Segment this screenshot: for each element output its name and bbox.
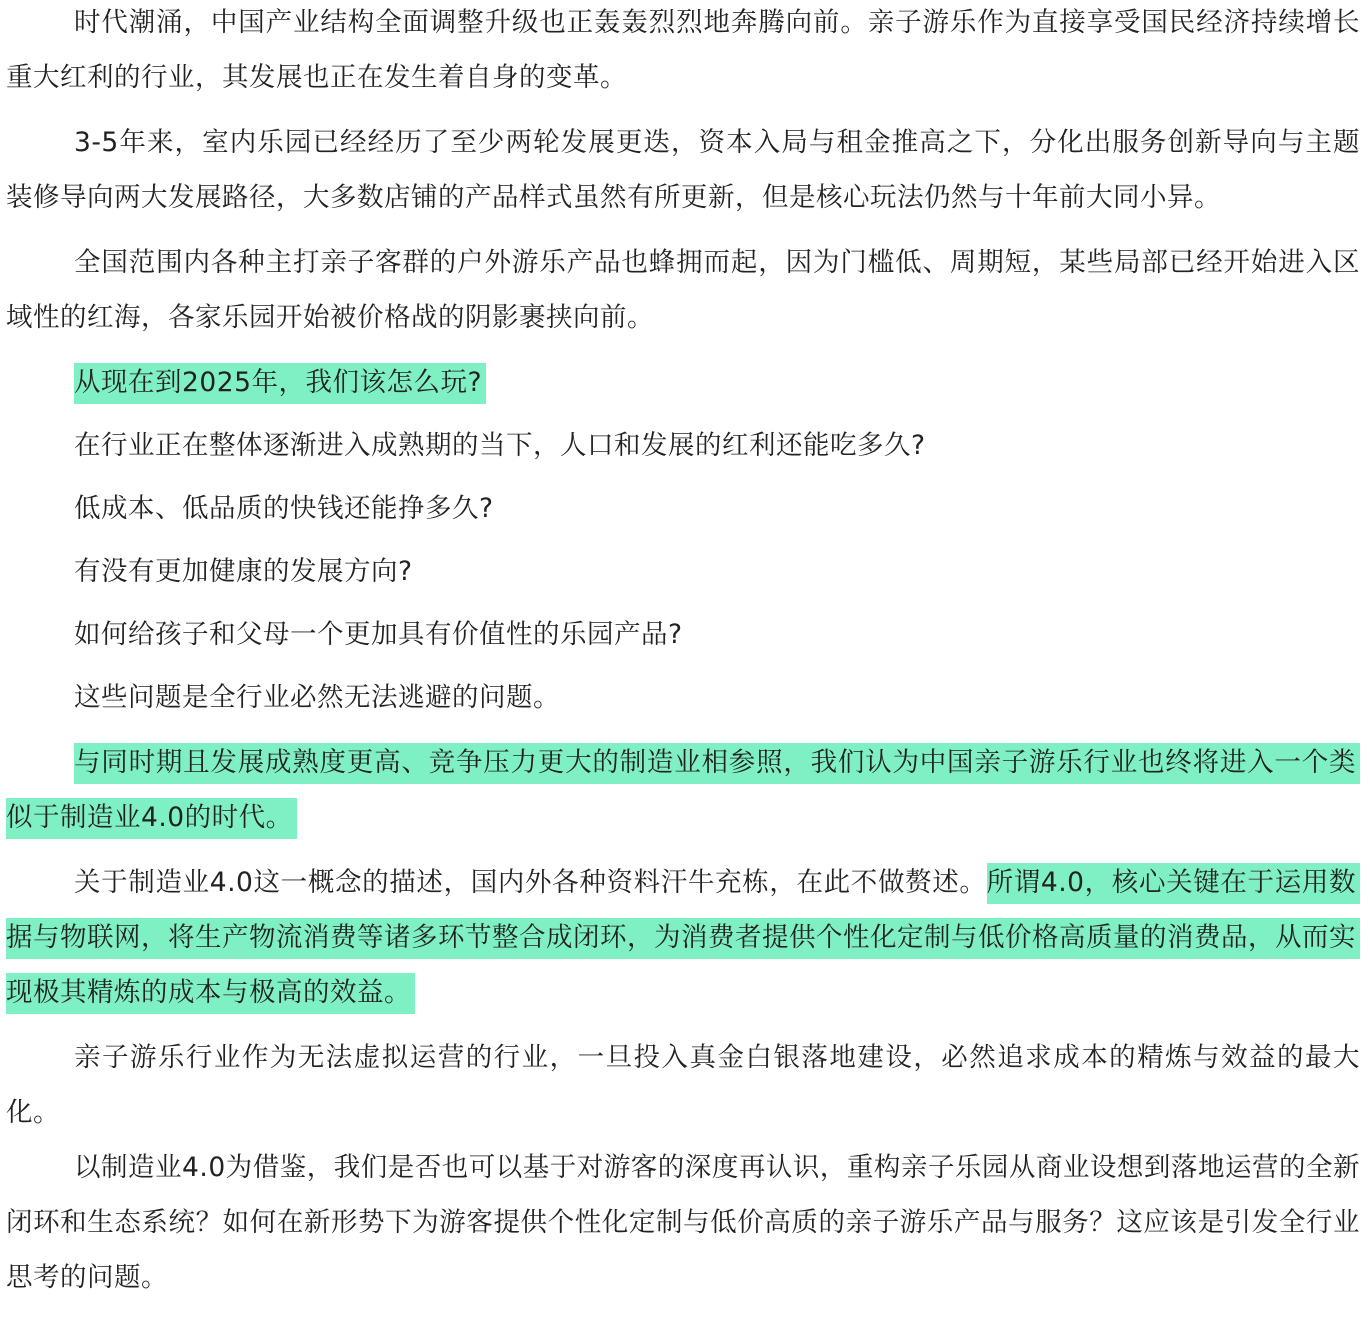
plain-text: 关于制造业4.0这一概念的描述，国内外各种资料汗牛充栋，在此不做赘述。 — [74, 867, 987, 898]
question-paragraph — [6, 355, 1360, 410]
question-paragraph: 如何给孩子和父母一个更加具有价值性的乐园产品? — [74, 619, 683, 650]
highlighted-question: 从现在到2025年，我们该怎么玩? — [74, 363, 486, 404]
article-body — [6, 0, 1360, 1305]
paragraph: 亲子游乐行业作为无法虚拟运营的行业，一旦投入真金白银落地建设，必然追求成本的精炼与效益的最大化。 — [6, 1042, 1360, 1128]
question-paragraph: 低成本、低品质的快钱还能挣多久? — [74, 493, 494, 524]
paragraph: 以制造业4.0为借鉴，我们是否也可以基于对游客的深度再认识，重构亲子乐园从商业设想到落地运营的全新闭环和生态系统？如何在新形势下为游客提供个性化定制与低价高质的亲子游乐产品与服务？这应该是引发全行业思考的问题。 — [6, 1152, 1360, 1293]
paragraph: 这些问题是全行业必然无法逃避的问题。 — [74, 682, 560, 713]
paragraph — [6, 855, 1360, 1020]
paragraph: 3-5年来，室内乐园已经经历了至少两轮发展更迭，资本入局与租金推高之下，分化出服务创新导向与主题装修导向两大发展路径，大多数店铺的产品样式虽然有所更新，但是核心玩法仍然与十年前大同小异。 — [6, 127, 1360, 213]
highlighted-text: 所谓4.0，核心关键在于运用数据与物联网，将生产物流消费等诸多环节整合成闭环，为消费者提供个性化定制与低价格高质量的消费品，从而实现极其精炼的成本与极高的效益。 — [6, 863, 1360, 1014]
question-paragraph: 在行业正在整体逐渐进入成熟期的当下，人口和发展的红利还能吃多久? — [74, 430, 926, 461]
highlighted-paragraph — [6, 735, 1360, 845]
paragraph: 全国范围内各种主打亲子客群的户外游乐产品也蜂拥而起，因为门槛低、周期短，某些局部已经开始进入区域性的红海，各家乐园开始被价格战的阴影裹挟向前。 — [6, 247, 1360, 333]
question-paragraph: 有没有更加健康的发展方向? — [74, 556, 413, 587]
highlighted-text: 与同时期且发展成熟度更高、竞争压力更大的制造业相参照，我们认为中国亲子游乐行业也终将进入一个类似于制造业4.0的时代。 — [6, 743, 1360, 839]
paragraph: 时代潮涌，中国产业结构全面调整升级也正轰轰烈烈地奔腾向前。亲子游乐作为直接享受国民经济持续增长重大红利的行业，其发展也正在发生着自身的变革。 — [6, 7, 1360, 93]
